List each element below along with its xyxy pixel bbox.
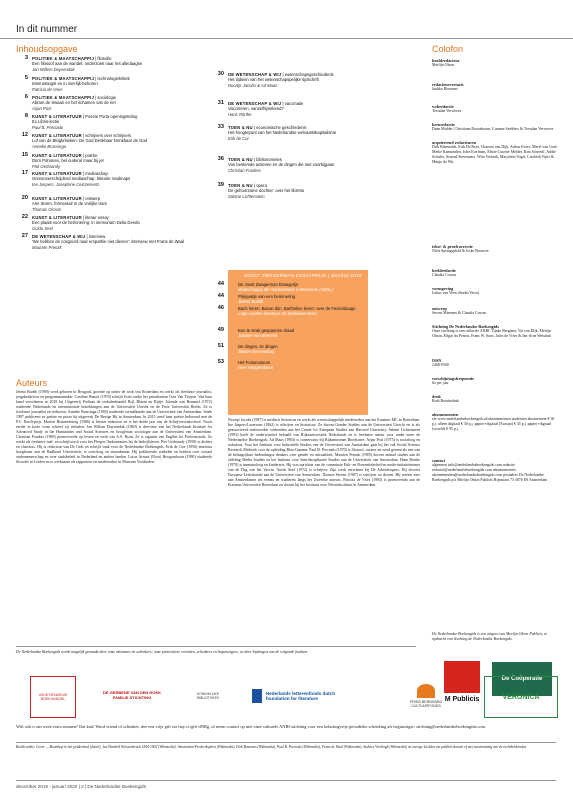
- essay-prize-body: [238, 306, 356, 317]
- toc-category-line: [32, 133, 131, 138]
- colofon-label: abonnementen: [432, 412, 459, 417]
- toc-subject: poëzie: [85, 153, 98, 158]
- toc-category-sep: |: [81, 196, 86, 201]
- toc-entry-body: [228, 183, 304, 199]
- toc-category-line: [228, 157, 282, 162]
- toc-entry-body: [32, 95, 116, 111]
- toc-category-line: [228, 183, 267, 188]
- publicis-label: M Publicis: [444, 696, 480, 703]
- toc-author: Paul B. Preciado: [32, 124, 64, 130]
- toc-subject: interview: [88, 234, 106, 239]
- toc-title: 'We hebben de cosgoord naar empathie niet dienen': interview met Frans de Waal: [32, 239, 184, 245]
- toc-entry-body: [32, 56, 142, 72]
- page-title: In dit nummer: [16, 24, 78, 35]
- colofon-text: algemeen info@nederlandseboekengids.com redactie redactie@nederlandseboekengids.com abonnementen abonnementen@nederlandseboekengids.com postadres De Nederlandse Boekengids p/a Merlijn Olnon Publicis Rijnstraat 73 3076 ES Amsterdam: [432, 463, 548, 483]
- toc-category-sep: |: [94, 95, 98, 100]
- colofon-block: [432, 412, 560, 432]
- toc-subject: biblionomeies: [256, 157, 282, 162]
- colofon-block: [432, 306, 560, 316]
- sponsor-rule: [16, 646, 416, 647]
- colofon-text: Merlijn Olnon: [432, 63, 455, 68]
- toc-title: Een filosoof aan de wandel: onderzoek naar het alledaagse: [32, 61, 143, 67]
- toc-subject: Poëzie Porta openingsteling: [85, 114, 138, 119]
- colofon-label: webredactie: [432, 104, 454, 109]
- toc-category-line: [32, 56, 112, 61]
- toc-entry-body: [32, 215, 140, 231]
- toc-page-number: 27: [21, 233, 28, 239]
- colofon-label: verschijningsfrequentie: [432, 376, 475, 381]
- toc-author: Anneke Brassinga: [32, 143, 66, 149]
- colofon-text: Rodi Rotatiedruk: [432, 399, 459, 404]
- essay-prize-page: 53: [217, 359, 224, 365]
- footer-date: december 2019 - januari 2020: [16, 784, 78, 789]
- toc-author: Guido Snel: [32, 225, 53, 231]
- essay-prize-author: Neel Hoogendoorn: [238, 365, 274, 371]
- toc-title: Grensoverschrijdend mediaschap: literaire roadmaps: [32, 176, 131, 182]
- colofon-block: [432, 82, 560, 92]
- footer-publication: De Nederlandse Boekengids: [87, 784, 146, 789]
- colofon-block: [432, 122, 560, 132]
- colofon-label: vormgeving: [432, 286, 454, 291]
- toc-entry-body: [32, 171, 130, 187]
- toc-heading: Inhoudsopgave: [16, 44, 78, 54]
- toc-category-sep: |: [252, 157, 257, 162]
- toc-category-sep: |: [94, 56, 98, 61]
- toc-category: KUNST & LITERATUUR: [32, 196, 82, 201]
- toc-category: KUNST & LITERATUUR: [32, 133, 82, 138]
- toc-page-number: 15: [21, 152, 28, 158]
- essay-prize-header: JOOST ZWAGERMAN ESSAYPRIJS | shortlist 2019: [244, 273, 362, 278]
- colofon-text: zie www.nederlandseboekengids.nl/abonnementen studenten abonnement € 30 p.j. alleen digitaal € 30 p.j. papier+digitaal (Europa) € 45 p.j. papier+digitaal (wereld) € 95 p.j.: [432, 417, 555, 432]
- toc-category: DE WETENSCHAP & WIJ: [228, 72, 282, 77]
- toc-entry-body: [32, 234, 184, 250]
- colofon-block: [432, 458, 560, 483]
- letterenfonds-mark: [252, 689, 262, 703]
- athenaeum-logo: [30, 676, 76, 718]
- essay-prize-page: 49: [217, 327, 224, 333]
- colofon-footnote: De Nederlandse Boekengids is een uitgave van Merlijn Olnon Publicis, in opdracht van Stichting de Nederlandse Boekengids.: [432, 632, 548, 642]
- essay-prize-page: 44: [217, 293, 224, 299]
- colofon-label: kernredactie: [432, 122, 455, 127]
- toc-title: Arie Storm, formeetair in de vrolijke tram: [32, 201, 107, 207]
- toc-author: Arjan Post: [32, 105, 52, 111]
- cultuurfonds-logo: [396, 676, 456, 716]
- toc-category-sep: |: [81, 153, 86, 158]
- essay-prize-title: Een te strak gespannen draad: [238, 328, 295, 333]
- colofon-block: [432, 286, 560, 296]
- image-credits: Beeldcredits: Cover — Boomkop in het polderland (detail), Jan Hendrik Weissenbruch 1844-1902 (Wikimedia). Amsterdam-Frederiksplein (Wikimedia), Dirk Beumens (Wikimedia), Paul B. Preciado (Wikimedia), Frans de Waal (Wikimedia), Andries Vierlingh (Wikimedia) en overige beelden via publiek domein of met toestemming van de rechthebbenden.: [16, 745, 528, 749]
- colofon-block: [432, 104, 560, 114]
- toc-author: Noortje Jacobs & Ad Maas: [228, 82, 278, 88]
- toc-subject: schrijvers over schrijvers: [85, 133, 132, 138]
- kb-logo: [188, 676, 228, 716]
- essay-prize-title: Bach heren, Bacon dim, Bartheline lezen: over de Facieridauge: [238, 306, 356, 311]
- kb-label: KONINKLIJKE BIBLIOTHEEK: [196, 692, 220, 700]
- toc-page-number: 20: [21, 195, 28, 201]
- toc-category: POLITIEK & MAATSCHAPPIJ: [32, 56, 94, 61]
- toc-author: Jan Willem Duyvendak: [32, 66, 75, 72]
- colofon-block: [432, 244, 560, 254]
- auteurs-left-text: Jelena Budek (1990) werd geboren in Beograd, groeide op onder de rook van Rotterdam en werkt als freelance journalist, jeugdredacteur en programmamaker. Caroline Benoit (1970) schrijft fictie onder het pseudoniem Cien Van Thuyne. Van haar hand verschenen in 2018 bij Uitgeverij Podium de verhalenbundel Bijl, Blazin en Bijtje. Jolanda van Bemmel (1972) studeerde Nederlands en internationale betrekkingen aan de Universiteit Utrecht en de Freie Universität Berlin. Ze is freelance journalist en redacteur. Anneke Brassinga (1948) studeerde vertaalkunde aan de Universiteit van Amsterdam. Sinds 1987 publiceert ze poëzie en proza bij uitgeverij De Bezige Bij in Amsterdam. In 2015 werd haar poëzie bekroond met de P.C. Hooft-prijs. Marion Bruineeksteig (1986) is literair redacteur en is het derde jaar van de Schrijversvakschool. Nooit eerder in korte vorm schreef zij verhalen. Jan Willem Duyvendak (1960) is directeur van het Netherlands Institute for Advanced Study in the Humanities and Social Sciences en hoogleraar sociologie aan de Universiteit van Amsterdam. Christian Frankes (1969) promoveerde op lessen en werk van A.S. Byatt. Ze is organist van English for Professionals. Ze werkt als freelance taal- en schrijfcoach voor het Flesper Ondernemers bij de bedrijfsleven. Piet Gerbrandy (1958) is dichter en classicus. Hij is redacteur van De Gids en schrijft vaak voor de Nederlandse Boekengids. Erik de Goe (1956) emeritus hoogleraar aan de Radboud Universiteit, is socioloog en sinarakeunn. Hij publiceerde artikelen en boeken over sociaal ondernemerschap en over stadsbeleid in Nederland en andere landen. Lucas Arnout (Noot) Hoogendoorn (1990) studeerde filosofie in Leiden en is werkzaam als rapporteur en medewerker in Museum Voorlinden.: [16, 390, 212, 464]
- essay-prize-author: Jelena Buddk: [238, 299, 264, 305]
- footer: [16, 784, 146, 789]
- letterenfonds-logo: [252, 676, 352, 716]
- support-cta: Wilt ook u ons werk extra steunen? Dat kan! Word vriend of schenker, doe een vrije gift via tiny.cc/gift-dNBg, of neem contact op met onze culturele ANBI-stichting voor een belastingvrije periodieke schenking als begunstiger: stichting@nederlandseboekengids.com.: [16, 724, 487, 729]
- toc-subject: vaccinatie: [284, 101, 304, 106]
- toc-author: Piet Gerbrandy: [32, 163, 61, 169]
- colofon-heading: Colofon: [432, 44, 464, 54]
- essay-prize-page: 46: [217, 305, 224, 311]
- colofon-block: [432, 268, 560, 278]
- colofon-text: Lukas van Veen (StudioVerra): [432, 291, 479, 296]
- toc-entry-body: [32, 196, 107, 212]
- essay-prize-body: [238, 344, 278, 355]
- toc-subject: economische geschiedenis: [256, 125, 307, 130]
- toc-category: POLITIEK & MAATSCHAPPIJ: [32, 95, 94, 100]
- toc-category: KUNST & LITERATUUR: [32, 114, 82, 119]
- toc-page-number: 3: [24, 55, 28, 61]
- toc-subject: ontwerp: [85, 196, 101, 201]
- colofon-text: Niels Springspleld & Jeske Brouwer: [432, 249, 489, 254]
- toc-entry-body: [228, 157, 334, 173]
- toc-title: Vaccineren, vanzelfsprekend?: [228, 106, 284, 112]
- essay-prize-author: Loge Lunden-literatuur als landelaan boed: [238, 311, 317, 317]
- colofon-block: [432, 324, 560, 339]
- toc-author: Christian Frankes: [228, 167, 261, 173]
- toc-category: TOEN & NU: [228, 183, 253, 188]
- toc-category-line: [32, 234, 105, 239]
- toc-author: Erik de Cor: [228, 135, 249, 141]
- colofon-text: 2468-9300: [432, 363, 449, 368]
- toc-page-number: 36: [217, 156, 224, 162]
- auteurs-right-text: Noortje Jacobs (1987) is medisch historicus en werkt als wetenschappelijk medewerker aan het Erasmus MC in Rotterdam. Ine Jaspers-Lazerrons (1962) is schrijver en historicus. Ze docent Gender Studies aan de Universiteit Utrecht en is als geassocieerd onderzoeker verbonden aan het Center for European Studies aan Harvard University. Sabine Lichtenstein (1993) heeft de onderwijstitel behaald van Rijksuniversiteit Nederlands en is freelance auteur voor onder meer de Nederlandse Boekengids. Ad Maas (1963) is conservator bij Rijksmuseum Boerhaave. Arjan Post (1975) is socioloog en redacteur. Voor het Instituut voor Industriële Studies van de Universiteit van Amsterdam gaat hij het vak Social Science Research Methods voor de opleiding Bèta-Gamma. Paul B. Preciado (1970) is filosoof, curator en werd geeren als een van de belangrijkste hedendaagse denkers over gender en seksualiteit. Maarten Prenzk (1985) docent animal studies aan de afdeling Media Studies en het Instituut voor Interdisciplinaire Studies aan de Universiteit van Amsterdam. Hans Rörthe (1970) is immunoloog en kinderarts. Hij was oprichter van de commissie Prik- en Preventiebeleid en mede-initiatiefnemer van de Dag van het Vaccin. Guido Snel (1972) is schrijver. Zijn werk verscheen bij De Arbeiderspers. Hij doceert Europese Letterkunde aan de Universiteit van Amsterdam. Thomas Steven (1987) is schrijver en docent. Hij werkte mee aan Amsterdamse ins events en studiereis langs het Zweedse auteurs. Patricia de Vries (1983) is promovenda aan de Erasmus Universiteit Rotterdam en docent bij het Instituut voor Netwerkcultuur in Amsterdam.: [228, 418, 420, 487]
- toc-category: KUNST & LITERATUUR: [32, 171, 82, 176]
- toc-category: KUNST & LITERATUUR: [32, 153, 82, 158]
- toc-category: DE WETENSCHAP & WIJ: [228, 101, 282, 106]
- toc-author: Patricia de Vries: [32, 86, 63, 92]
- toc-entry-body: [228, 72, 334, 88]
- essay-prize-body: [238, 360, 273, 371]
- essay-prize-title: Prijsjuwtje van een herinnering: [238, 294, 296, 299]
- essay-prize-page: 44: [217, 281, 224, 287]
- toc-category-sep: |: [252, 183, 257, 188]
- toc-title: Abram de Swaan en het schamen van de eer: [32, 100, 117, 106]
- toc-subject: wetenschapsgeschiedenis: [284, 72, 334, 77]
- essay-prize-body: [238, 282, 333, 293]
- header-rule: [0, 38, 573, 39]
- colofon-block: [432, 358, 560, 368]
- colofon-label: Stichting De Nederlandse Boekengids: [432, 324, 499, 329]
- toc-entry-body: [32, 133, 147, 149]
- toc-category-sep: |: [81, 171, 86, 176]
- colofon-block: [432, 140, 560, 165]
- toc-subject: literair essay: [85, 215, 109, 220]
- colofon-text: Daan Mulder, Christiaan Roozeboom, Lizanne Snelders & Tresalan Verweoes: [432, 127, 554, 132]
- toc-category-line: [32, 171, 108, 176]
- toc-category-sep: |: [94, 76, 98, 81]
- toc-category-sep: |: [81, 133, 86, 138]
- toc-category-line: [32, 153, 98, 158]
- toc-page-number: 31: [217, 100, 224, 106]
- toc-category-line: [32, 215, 109, 220]
- essay-prize-title: De Joost Zwagerman Essayprijs: [238, 282, 299, 287]
- colofon-label: contact: [432, 458, 446, 463]
- gerbene-logo: [100, 680, 164, 710]
- toc-category-sep: |: [85, 234, 89, 239]
- toc-entry-body: [32, 76, 130, 92]
- cultuurfonds-label: PRINS BERNHARD CULTUURFONDS: [409, 700, 443, 708]
- toc-subject: technologiekritiek: [97, 76, 130, 81]
- colofon-block: [432, 394, 560, 404]
- toc-category-line: [32, 76, 130, 81]
- letterenfonds-label: Nederlands letterenfonds dutch foundation for literature: [265, 691, 336, 701]
- toc-author: Ine Jaspers, Josephine Ceiczemerts: [32, 181, 100, 187]
- toc-title: De gehoorzame dochter: over het libretto: [228, 188, 305, 194]
- toc-title: Het hoogtepunt van het Nederlandse welvaartskapitalisme: [228, 130, 337, 136]
- essay-prize-author: Manon Bosseeding: [238, 349, 274, 355]
- colofon-label: redactiesecretaris: [432, 82, 464, 87]
- colofon-label: acquirerend redacteuren: [432, 140, 477, 145]
- athenaeum-label: AB ATHENAEUM BOEKHANDEL: [39, 693, 67, 701]
- gerbene-label: DE GERBENE VAN DEN HOEK FAMILIE STICHTING: [103, 690, 161, 700]
- colofon-label: tekst- & proefcorrectie: [432, 244, 473, 249]
- toc-entry-body: [228, 101, 303, 117]
- veronica-logo: [484, 676, 558, 718]
- toc-entry-body: [228, 125, 336, 141]
- toc-subject: mediaschap: [85, 171, 108, 176]
- essay-prize-page: 51: [217, 343, 224, 349]
- toc-category: TOEN & NU: [228, 157, 253, 162]
- essay-prize-author: Maatschappij der Nederlandse Letterkunde (NdNL): [238, 287, 333, 293]
- toc-title: Internetangst en in niet-lijk-behoren: [32, 81, 98, 87]
- toc-category-sep: |: [281, 72, 285, 77]
- sponsor-intro: De Nederlandse Boekengids wordt mogelijk gemaakt door onze abonnees en schenkers; onze particuliere vrienden, schenkers en begunstigers; en door bijdragen van de volgende fondsen:: [16, 650, 309, 654]
- colofon-text: Jaakko Ritsemer: [432, 87, 458, 92]
- toc-page-number: 33: [217, 124, 224, 130]
- toc-category: POLITIEK & MAATSCHAPPIJ: [32, 76, 94, 81]
- toc-category: DE WETENSCHAP & WIJ: [32, 234, 86, 239]
- toc-subject: opera: [256, 183, 267, 188]
- toc-category: TOEN & NU: [228, 125, 253, 130]
- essay-prize-body: [238, 328, 294, 339]
- colofon-label: ISSN: [432, 358, 442, 363]
- colofon-text: Claudia Cossns: [432, 273, 457, 278]
- cultuurfonds-mark: [417, 684, 435, 698]
- toc-page-number: 30: [217, 71, 224, 77]
- toc-page-number: 22: [21, 214, 28, 220]
- toc-category-sep: |: [81, 114, 86, 119]
- toc-title: Van bestemde actieven en de dingen die niet voorbijgaan: [228, 162, 335, 168]
- essay-prize-title: Het Fotomuseum: [238, 360, 271, 365]
- colofon-text: 6x per jaar: [432, 381, 449, 386]
- essay-prize-author: Jolande van Bemmel: [238, 333, 278, 339]
- footer-rule: [16, 780, 556, 781]
- colofon-text: Jeroen Mimmes & Claudia Cossns: [432, 311, 487, 316]
- colofon-block: [432, 376, 560, 386]
- toc-title: Lof van de Blogkritieken: De God Denkbaar Denkbaar de God: [32, 138, 147, 144]
- auteurs-heading: Auteurs: [16, 378, 48, 388]
- toc-title: Een plaats voor de herinnering: in memoriam Delia Dendo: [32, 220, 140, 226]
- toc-title: Dorn Pohonen, bel ouderal maar bij jet: [32, 158, 104, 164]
- toc-entry-body: [32, 114, 137, 130]
- colofon-block: [432, 58, 560, 68]
- toc-category-sep: |: [252, 125, 257, 130]
- toc-page-number: 6: [24, 94, 28, 100]
- footer-sep: |: [78, 784, 82, 789]
- toc-title: Het tijdsein van het wetenschapspelijke tijdschrift: [228, 77, 319, 83]
- colofon-text: Tresalan Verweoes: [432, 109, 462, 114]
- toc-author: Hans Rörthe: [228, 111, 252, 117]
- toc-page-number: 12: [21, 132, 28, 138]
- toc-category-sep: |: [281, 101, 285, 106]
- footer-page: 2: [81, 784, 84, 789]
- cooperatie-logo: De Coöperatie: [492, 662, 552, 696]
- colofon-label: druk: [432, 394, 441, 399]
- toc-entry-body: [32, 153, 104, 169]
- toc-category: KUNST & LITERATUUR: [32, 215, 82, 220]
- colofon-label: ontwerp: [432, 306, 447, 311]
- toc-category-line: [32, 114, 137, 119]
- essay-prize-title: De dingen, ze dingen: [238, 344, 278, 349]
- colofon-text: Dirk Rheenalds, Erik De Boer, Charena van Dijk, Arthur Evers, Merel van Goel, Mieke Kamstraber, John Koelman, Marie Couette Melder, Kim Scheerlf, Addie Schuler, Arnoud Stevenaars, Wim Verbruk, Marjolein Vogel, Liesbeth Vijits & Manjo de Wit: [432, 145, 558, 165]
- toc-author: Thomas Olsson: [32, 206, 62, 212]
- toc-author: Maurten Prenzk: [32, 244, 62, 250]
- toc-page-number: 5: [24, 75, 28, 81]
- toc-category-line: [228, 101, 303, 106]
- toc-page-number: 17: [21, 170, 28, 176]
- footer-sep: |: [84, 784, 88, 789]
- toc-category-line: [228, 125, 306, 130]
- colofon-label: beeldredactie: [432, 268, 456, 273]
- toc-page-number: 8: [24, 113, 28, 119]
- toc-title: Ex Libris-lectie: [32, 119, 60, 125]
- colofon-text: Onze stichting is een culturele ANBI. Tijnke Bergsma, Vai van Dijk, Merlijn Olnon, Edgar du Perron, Frans W. Saris, Jules de Vries & Jan-Arne Weistink: [432, 329, 552, 339]
- credits-rule: [16, 742, 556, 743]
- toc-category-sep: |: [81, 215, 86, 220]
- toc-page-number: 39: [217, 182, 224, 188]
- toc-subject: filosofie: [97, 56, 112, 61]
- colofon-label: hoofdredacteur: [432, 58, 460, 63]
- toc-category-line: [32, 95, 116, 100]
- toc-author: Sabine Lichtenstein: [228, 193, 265, 199]
- toc-category-line: [32, 196, 100, 201]
- essay-prize-body: [238, 294, 295, 305]
- toc-category-line: [228, 72, 334, 77]
- toc-subject: sociologie: [97, 95, 117, 100]
- veronica-label: VERONICA: [502, 693, 540, 701]
